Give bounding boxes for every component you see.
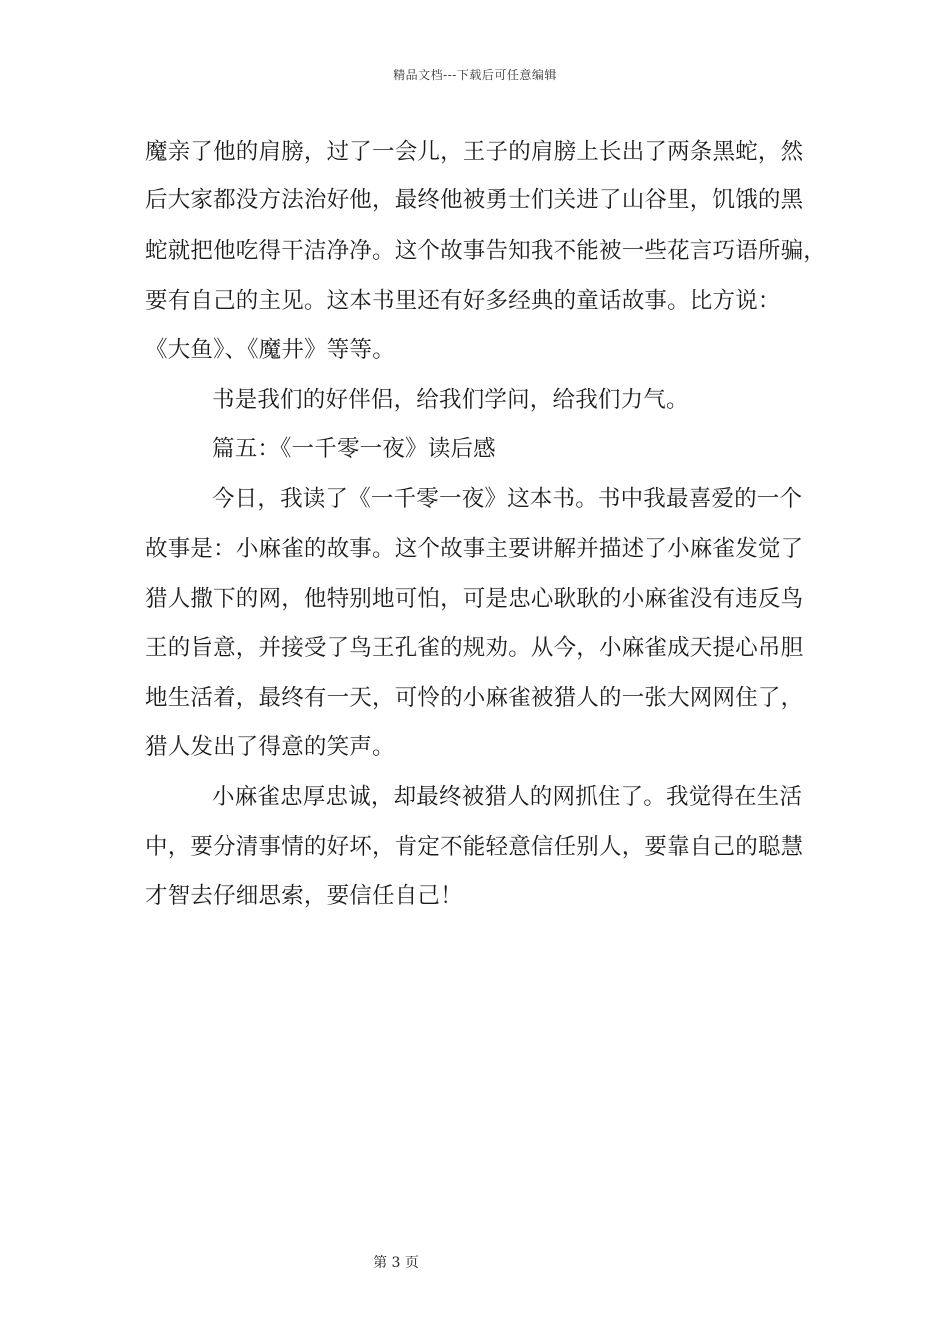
text-line: 《大鱼》、《魔井》等等。: [145, 337, 395, 363]
page-header: 精品文档---下载后可任意编辑: [393, 68, 557, 82]
text-line: 魔亲了他的肩膀，过了一会儿，王子的肩膀上长出了两条黑蛇，然: [145, 139, 804, 165]
text-line: 地生活着，最终有一天，可怜的小麻雀被猎人的一张大网网住了，: [145, 685, 804, 711]
text-line: 故事是：小麻雀的故事。这个故事主要讲解并描述了小麻雀发觉了: [145, 536, 804, 562]
section-heading: 篇五：《一千零一夜》读后感: [212, 436, 496, 462]
page-number: 第 3 页: [373, 1255, 419, 1271]
text-line: 今日，我读了《一千零一夜》这本书。书中我最喜爱的一个: [212, 486, 803, 512]
text-line: 要有自己的主见。这本书里还有好多经典的童话故事。比方说：: [145, 288, 781, 314]
text-line: 王的旨意，并接受了鸟王孔雀的规劝。从今，小麻雀成天提心吊胆: [145, 635, 804, 661]
text-line: 小麻雀忠厚忠诚，却最终被猎人的网抓住了。我觉得在生活: [212, 784, 803, 810]
text-line: 后大家都没方法治好他，最终他被勇士们关进了山谷里，饥饿的黑: [145, 187, 804, 213]
text-line: 猎人发出了得意的笑声。: [145, 734, 395, 760]
text-line: 猎人撒下的网，他特别地可怕，可是忠心耿耿的小麻雀没有违反鸟: [145, 586, 804, 612]
text-line: 才智去仔细思索，要信任自己！: [145, 883, 463, 909]
text-line: 书是我们的好伴侣，给我们学问，给我们力气。: [212, 387, 689, 413]
text-line: 中，要分清事情的好坏，肯定不能轻意信任别人，要靠自己的聪慧: [145, 834, 804, 860]
text-line: 蛇就把他吃得干洁净净。这个故事告知我不能被一些花言巧语所骗，: [145, 238, 827, 264]
